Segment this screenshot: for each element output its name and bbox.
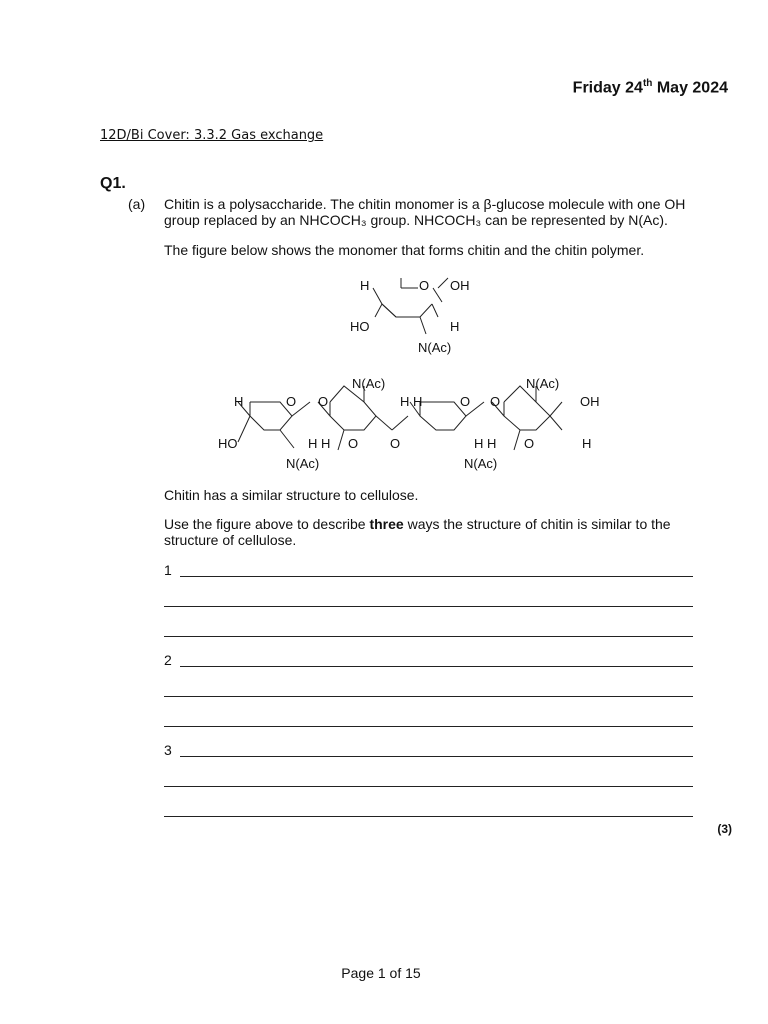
polymer-h-right: H [582, 436, 592, 451]
answer-number-2: 2 [164, 652, 172, 668]
question-part: (a) [128, 196, 146, 212]
answer-number-3: 3 [164, 742, 172, 758]
polymer-h-left: H [234, 394, 244, 409]
chitin-monomer-figure [340, 272, 490, 358]
polymer-ho: HO [218, 436, 238, 451]
chitin-polymer-figure [214, 372, 614, 476]
cover-topic: 12D/Bi Cover: 3.3.2 Gas exchange [100, 128, 324, 143]
monomer-ring-oxygen: O [419, 278, 430, 293]
answer-3-line-3[interactable] [164, 816, 693, 817]
monomer-ho: HO [350, 319, 370, 334]
polymer-o-2: O [318, 394, 329, 409]
answer-1-line-1[interactable] [180, 576, 693, 577]
answer-number-1: 1 [164, 562, 172, 578]
polymer-hh-1: H H [400, 394, 423, 409]
polymer-o-4: O [490, 394, 501, 409]
monomer-oh: OH [450, 278, 470, 293]
figure-caption: The figure below shows the monomer that forms chitin and the chitin polymer. [164, 242, 645, 258]
polymer-oh: OH [580, 394, 600, 409]
date-heading: Friday 24th May 2024 [572, 78, 728, 97]
task-instruction: Use the figure above to describe three ways the structure of chitin is similar to the structure of cellulose. [164, 516, 671, 548]
polymer-nac-bottom-2: N(Ac) [464, 456, 498, 471]
question-number: Q1. [100, 175, 126, 192]
answer-1-line-3[interactable] [164, 636, 693, 637]
polymer-nac-top-1: N(Ac) [352, 376, 386, 391]
monomer-h-right: H [450, 319, 460, 334]
answer-3-line-1[interactable] [180, 756, 693, 757]
marks-label: (3) [717, 822, 732, 836]
polymer-o-6: O [390, 436, 401, 451]
answer-3-line-2[interactable] [164, 786, 693, 787]
answer-2-line-2[interactable] [164, 696, 693, 697]
polymer-hh-2: H H [308, 436, 331, 451]
polymer-o-3: O [460, 394, 471, 409]
question-intro: Chitin is a polysaccharide. The chitin monomer is a β-glucose molecule with one OH group replaced by an NHCOCH₃ group. NHCOCH₃ can be represented by N(Ac). [164, 196, 686, 228]
similarity-statement: Chitin has a similar structure to cellulose. [164, 487, 419, 503]
polymer-o-7: O [524, 436, 535, 451]
answer-2-line-1[interactable] [180, 666, 693, 667]
answer-1-line-2[interactable] [164, 606, 693, 607]
polymer-hh-3: H H [474, 436, 497, 451]
page-footer: Page 1 of 15 [341, 965, 421, 981]
monomer-h-left: H [360, 278, 370, 293]
polymer-o-1: O [286, 394, 297, 409]
monomer-nac: N(Ac) [418, 340, 452, 355]
polymer-nac-top-2: N(Ac) [526, 376, 560, 391]
answer-2-line-3[interactable] [164, 726, 693, 727]
polymer-nac-bottom-1: N(Ac) [286, 456, 320, 471]
polymer-o-5: O [348, 436, 359, 451]
